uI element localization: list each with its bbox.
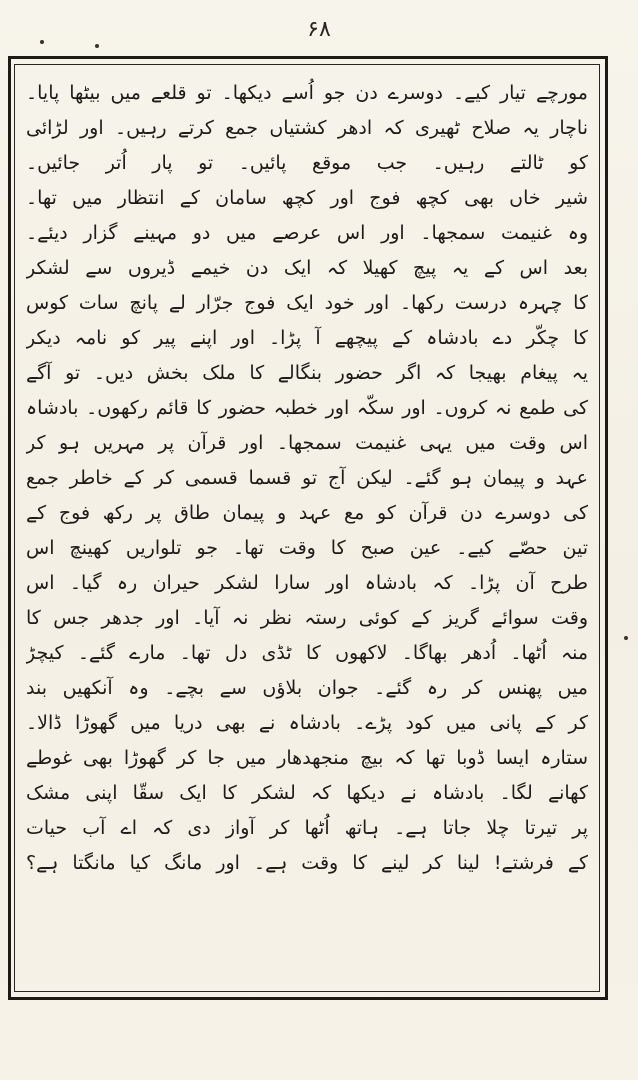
text-line: شیر خاں بھی کچھ فوج اور کچھ سامان کے انتظار میں تھا۔: [26, 187, 588, 209]
text-line: یہ پیغام بھیجا کہ اگر حضور بنگالے کا ملک بخش دیں۔ تو آگے: [26, 362, 588, 384]
binding-dot-right: [624, 636, 628, 640]
page-number: ۶۸: [307, 17, 331, 42]
text-line: اس وقت میں یہی غنیمت سمجھا۔ اور قرآن پر مہریں ہو کر: [26, 432, 588, 454]
text-line: عہد و پیمان ہو گئے۔ لیکن آج تو قسما قسمی کر کے خاطر جمع: [26, 467, 588, 489]
text-line: کے فرشتے! لینا کر لینے کا وقت ہے۔ اور مانگ کیا مانگتا ہے؟: [26, 852, 588, 874]
text-line: ناچار یہ صلاح ٹھیری کہ ادھر کشتیاں جمع کرتے رہیں۔ اور لڑائی: [26, 117, 588, 139]
text-line: کر کے پانی میں کود پڑے۔ بادشاہ نے بھی دریا میں گھوڑا ڈالا۔: [26, 712, 588, 734]
text-line: مورچے تیار کیے۔ دوسرے دن جو اُسے دیکھا۔ تو قلعے میں بیٹھا پایا۔: [26, 82, 588, 104]
text-line: کو ٹالتے رہیں۔ جب موقع پائیں۔ تو پار اُتر جائیں۔: [26, 152, 588, 174]
binding-dot-top-mid: [95, 44, 99, 48]
binding-dot-top-left: [40, 40, 44, 44]
text-line: کا چہرہ درست رکھا۔ اور خود ایک فوج جرّار لے پانچ سات کوس: [26, 292, 588, 314]
text-line: کی طمع نہ کروں۔ اور سکّہ اور خطبہ حضور کا قائم رکھوں۔ بادشاہ: [26, 397, 588, 419]
urdu-text-block: [26, 76, 588, 986]
text-line: وہ غنیمت سمجھا۔ اور اس عرصے میں دو مہینے گزار دیئے۔: [26, 222, 588, 244]
text-line: کا چکّر دے بادشاہ کے پیچھے آ پڑا۔ اور اپنے پیر کو نامہ دیکر: [26, 327, 588, 349]
text-line: طرح آن پڑا۔ کہ بادشاہ اور سارا لشکر حیران رہ گیا۔ اس: [26, 572, 588, 594]
text-line: میں پھنس کر رہ گئے۔ جوان بلاؤں سے بچے۔ وہ آنکھیں بند: [26, 677, 588, 699]
text-line: پر تیرتا چلا جاتا ہے۔ ہاتھ اُٹھا کر آواز دی کہ اے آب حیات: [26, 817, 588, 839]
text-line: کی دوسرے دن قرآن کو مع عہد و پیمان طاق پر رکھ فوج کے: [26, 502, 588, 524]
text-line: ستارہ ایسا ڈوبا تھا کہ بیچ منجھدھار میں جا کر گھوڑا بھی غوطے: [26, 747, 588, 769]
text-line: وقت سوائے گریز کے کوئی رستہ نظر نہ آیا۔ اور جدھر جس کا: [26, 607, 588, 629]
text-line: کھانے لگا۔ بادشاہ نے دیکھا کہ لشکر کا ایک سقّا اپنی مشک: [26, 782, 588, 804]
text-line: بعد اس کے یہ پیچ کھیلا کہ ایک دن خیمے ڈیروں سے لشکر: [26, 257, 588, 279]
text-line: تین حصّے کیے۔ عین صبح کا وقت تھا۔ جو تلواریں کھینچ اس: [26, 537, 588, 559]
text-line: منہ اُٹھا۔ اُدھر بھاگا۔ لاکھوں کا ٹڈی دل تھا۔ مارے گئے۔ کیچڑ: [26, 642, 588, 664]
